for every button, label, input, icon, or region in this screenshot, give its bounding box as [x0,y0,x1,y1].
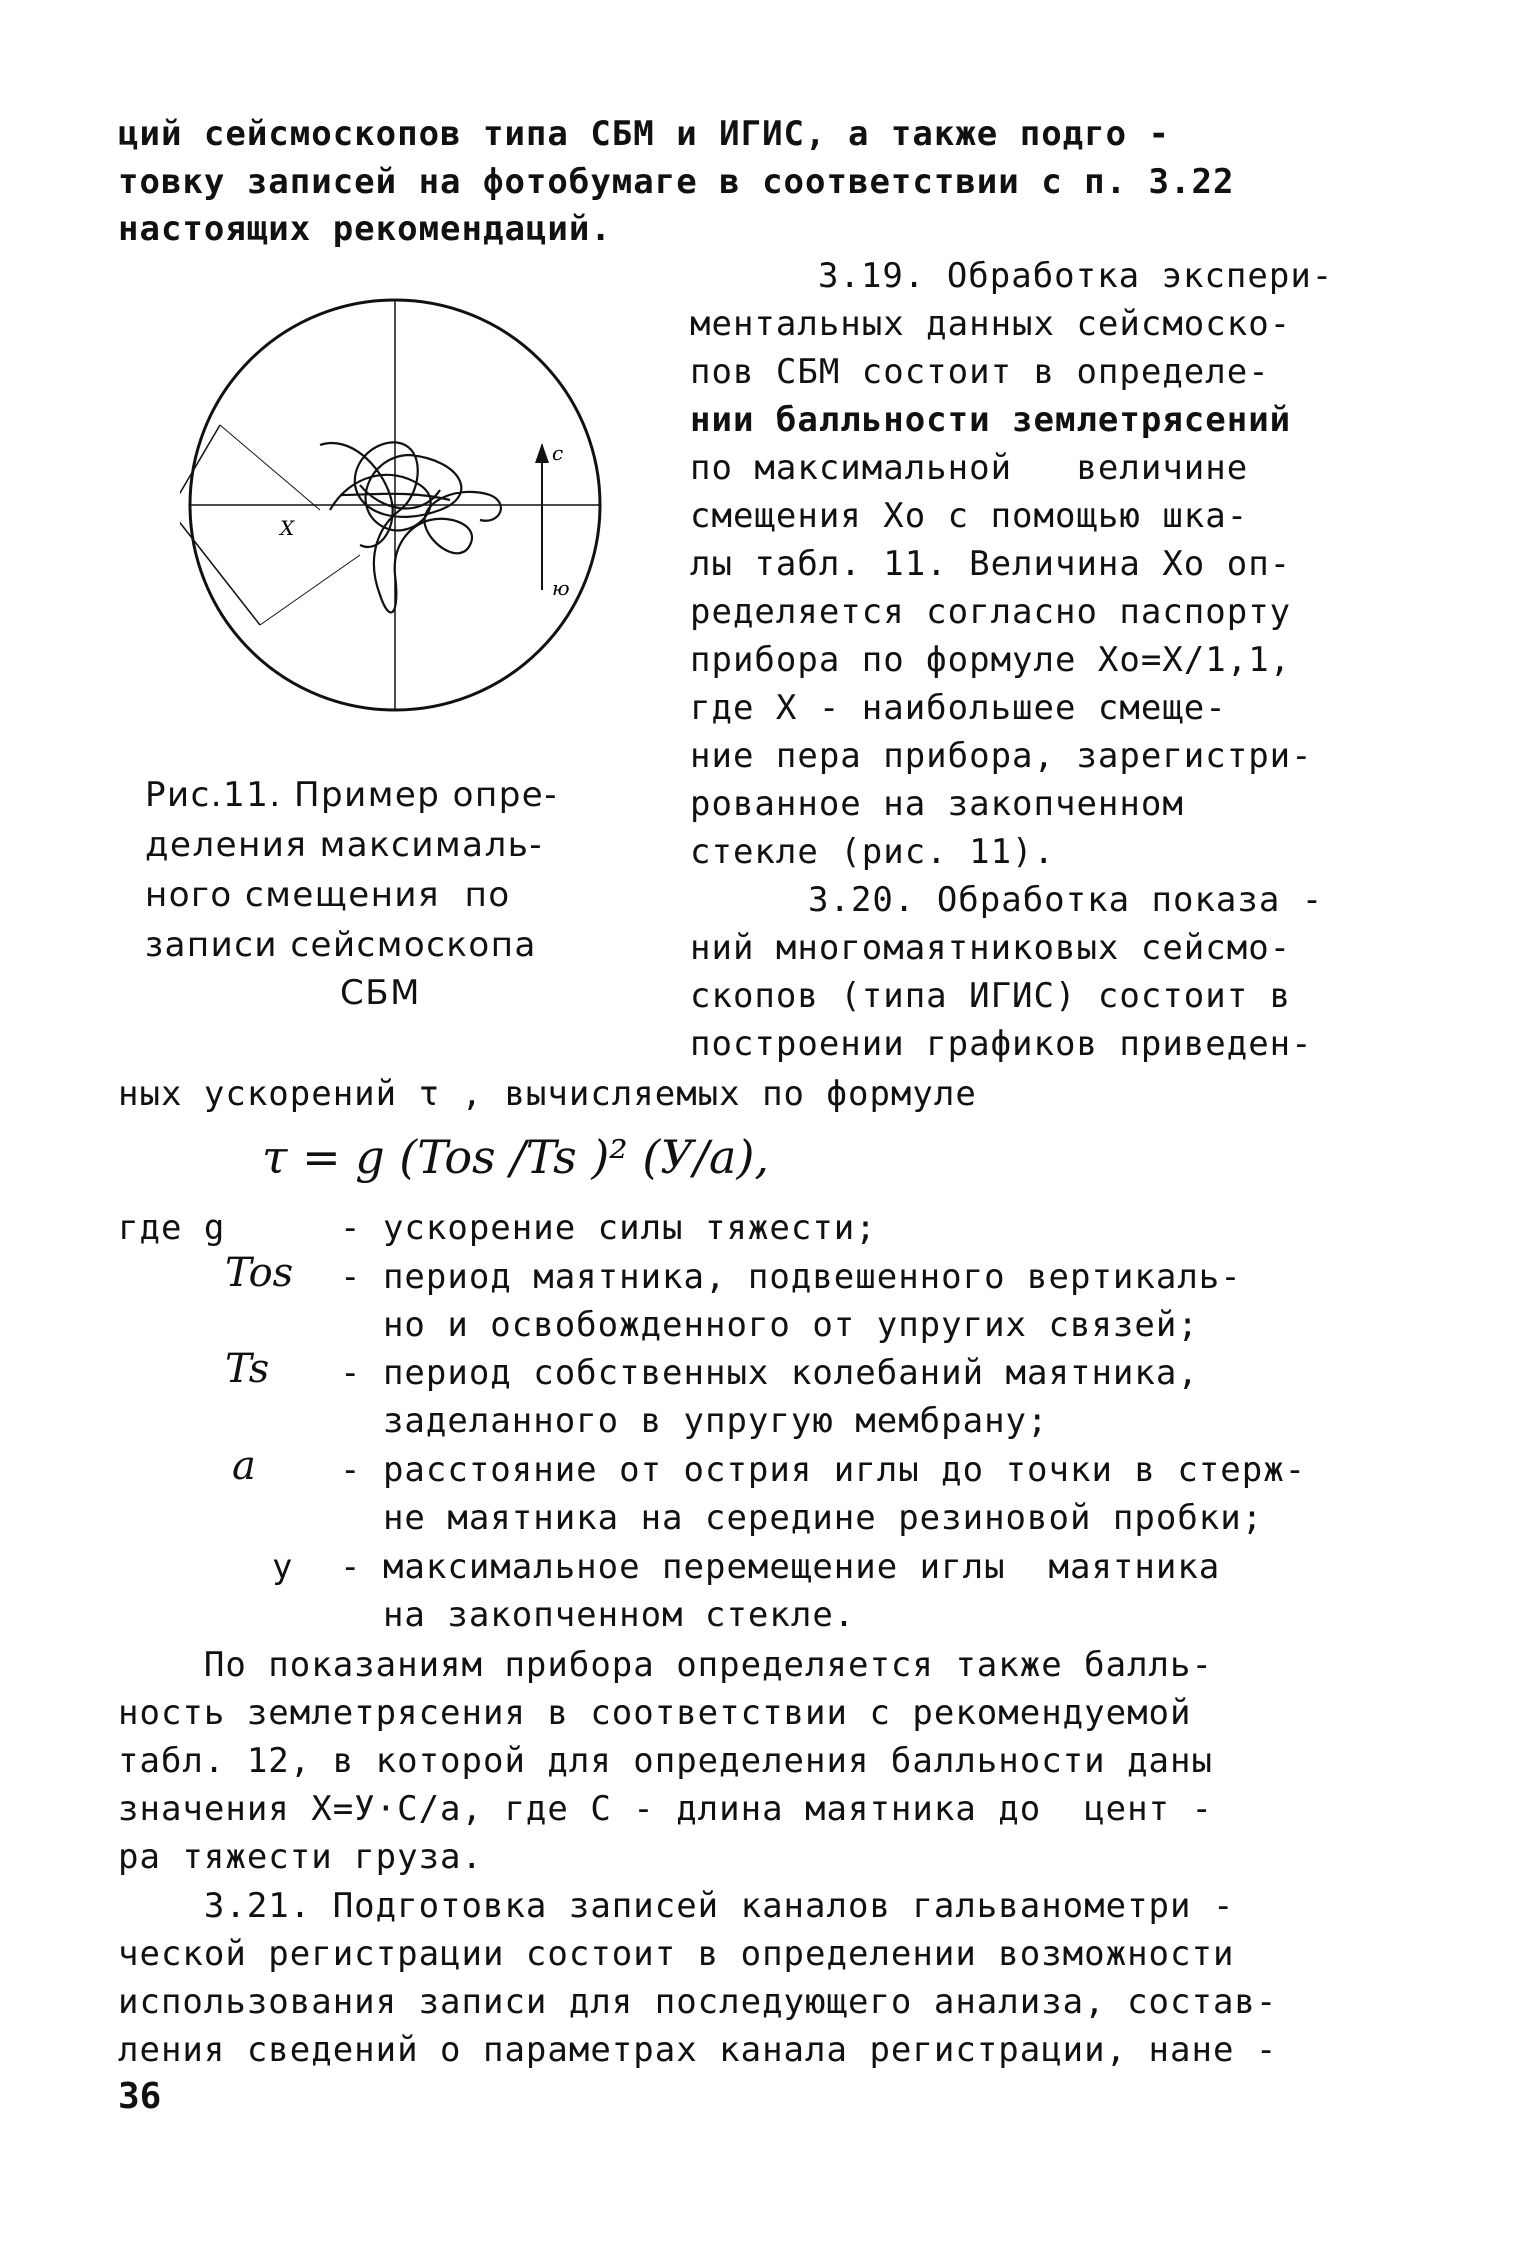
text-line: ления сведений о параметрах канала регистрации, нане - [118,2030,1278,2070]
text-line: прибора по формуле Xo=X/1,1, [690,640,1292,680]
definition-symbol: Tos [225,1250,294,1296]
definition-text: - максимальное перемещение иглы маятника [340,1547,1221,1587]
text-line: ний многомаятниковых сейсмо- [690,928,1292,968]
text-line: 3.20. Обработка показа - [808,880,1324,920]
text-line: лы табл. 11. Величина Xo оп- [690,544,1292,584]
definition-text: заделанного в упругую мембрану; [340,1401,1049,1441]
text-line: ра тяжести груза. [118,1837,483,1877]
definition-symbol: Ts [225,1346,270,1392]
text-line: ческой регистрации состоит в определении возможности [118,1934,1235,1974]
text-line: использования записи для последующего анализа, состав- [118,1982,1278,2022]
definition-text: - период собственных колебаний маятника, [340,1353,1199,1393]
acceleration-formula: τ = g (Tos /Ts )² (У/a), [262,1130,770,1184]
text-line: табл. 12, в которой для определения балльности даны [118,1741,1213,1781]
text-line: 3.19. Обработка экспери- [818,256,1334,296]
text-line: рованное на закопченном [690,784,1184,824]
text-line: пов СБМ состоит в определе- [690,352,1270,392]
text-line: 3.21. Подготовка записей каналов гальванометри - [118,1886,1235,1926]
definition-symbol: у [272,1547,294,1587]
text-line: где X - наибольшее смеще- [690,688,1227,728]
figure-caption-line: СБМ [340,973,421,1013]
pen-trace [320,442,501,612]
text-line: ределяется согласно паспорту [690,592,1292,632]
definition-text: но и освобожденного от упругих связей; [340,1305,1199,1345]
figure-caption-line: Рис.11. Пример опре- [145,775,558,815]
text-line: настоящих рекомендаций. [118,209,612,249]
south-label: ю [552,576,570,600]
text-line: стекле (рис. 11). [690,832,1055,872]
north-label: с [552,441,564,465]
definition-text: - период маятника, подвешенного вертикаль- [340,1257,1242,1297]
text-line: нии балльности землетрясений [690,400,1292,440]
text-line: ние пера прибора, зарегистри- [690,736,1313,776]
definition-symbol: где g [118,1208,226,1248]
distance-label: X [280,516,295,540]
text-line: ных ускорений τ , вычисляемых по формуле [118,1074,977,1114]
definition-text: - расстояние от острия иглы до точки в стерж- [340,1450,1307,1490]
text-line: ность землетрясения в соответствии с рекомендуемой [118,1693,1192,1733]
text-line: по максимальной величине [690,448,1249,488]
arrow-head-icon [535,443,549,463]
text-line: ций сейсмоскопов типа СБМ и ИГИС, а также подго - [118,114,1171,154]
definition-text: на закопченном стекле. [340,1595,856,1635]
text-line: ментальных данных сейсмоско- [690,304,1292,344]
text-line: значения X=У·С/a, где С - длина маятника до цент - [118,1789,1213,1829]
definition-symbol: a [232,1443,256,1489]
text-line: смещения Xo с помощью шка- [690,496,1249,536]
text-line: товку записей на фотобумаге в соответствии с п. 3.22 [118,162,1235,202]
text-line: По показаниям прибора определяется также балль- [118,1645,1213,1685]
text-line: скопов (типа ИГИС) состоит в [690,976,1292,1016]
measure-line [260,555,360,625]
figure-caption-line: записи сейсмоскопа [145,925,537,965]
figure-caption-line: деления максималь- [145,825,543,865]
definition-text: - ускорение силы тяжести; [340,1208,877,1248]
figure-caption-line: ного смещения по [145,875,511,915]
page-number: 36 [118,2076,162,2117]
measure-line [220,425,320,510]
definition-text: не маятника на середине резиновой пробки; [340,1498,1264,1538]
text-line: построении графиков приведен- [690,1024,1313,1064]
seismoscope-record-figure [180,295,620,725]
